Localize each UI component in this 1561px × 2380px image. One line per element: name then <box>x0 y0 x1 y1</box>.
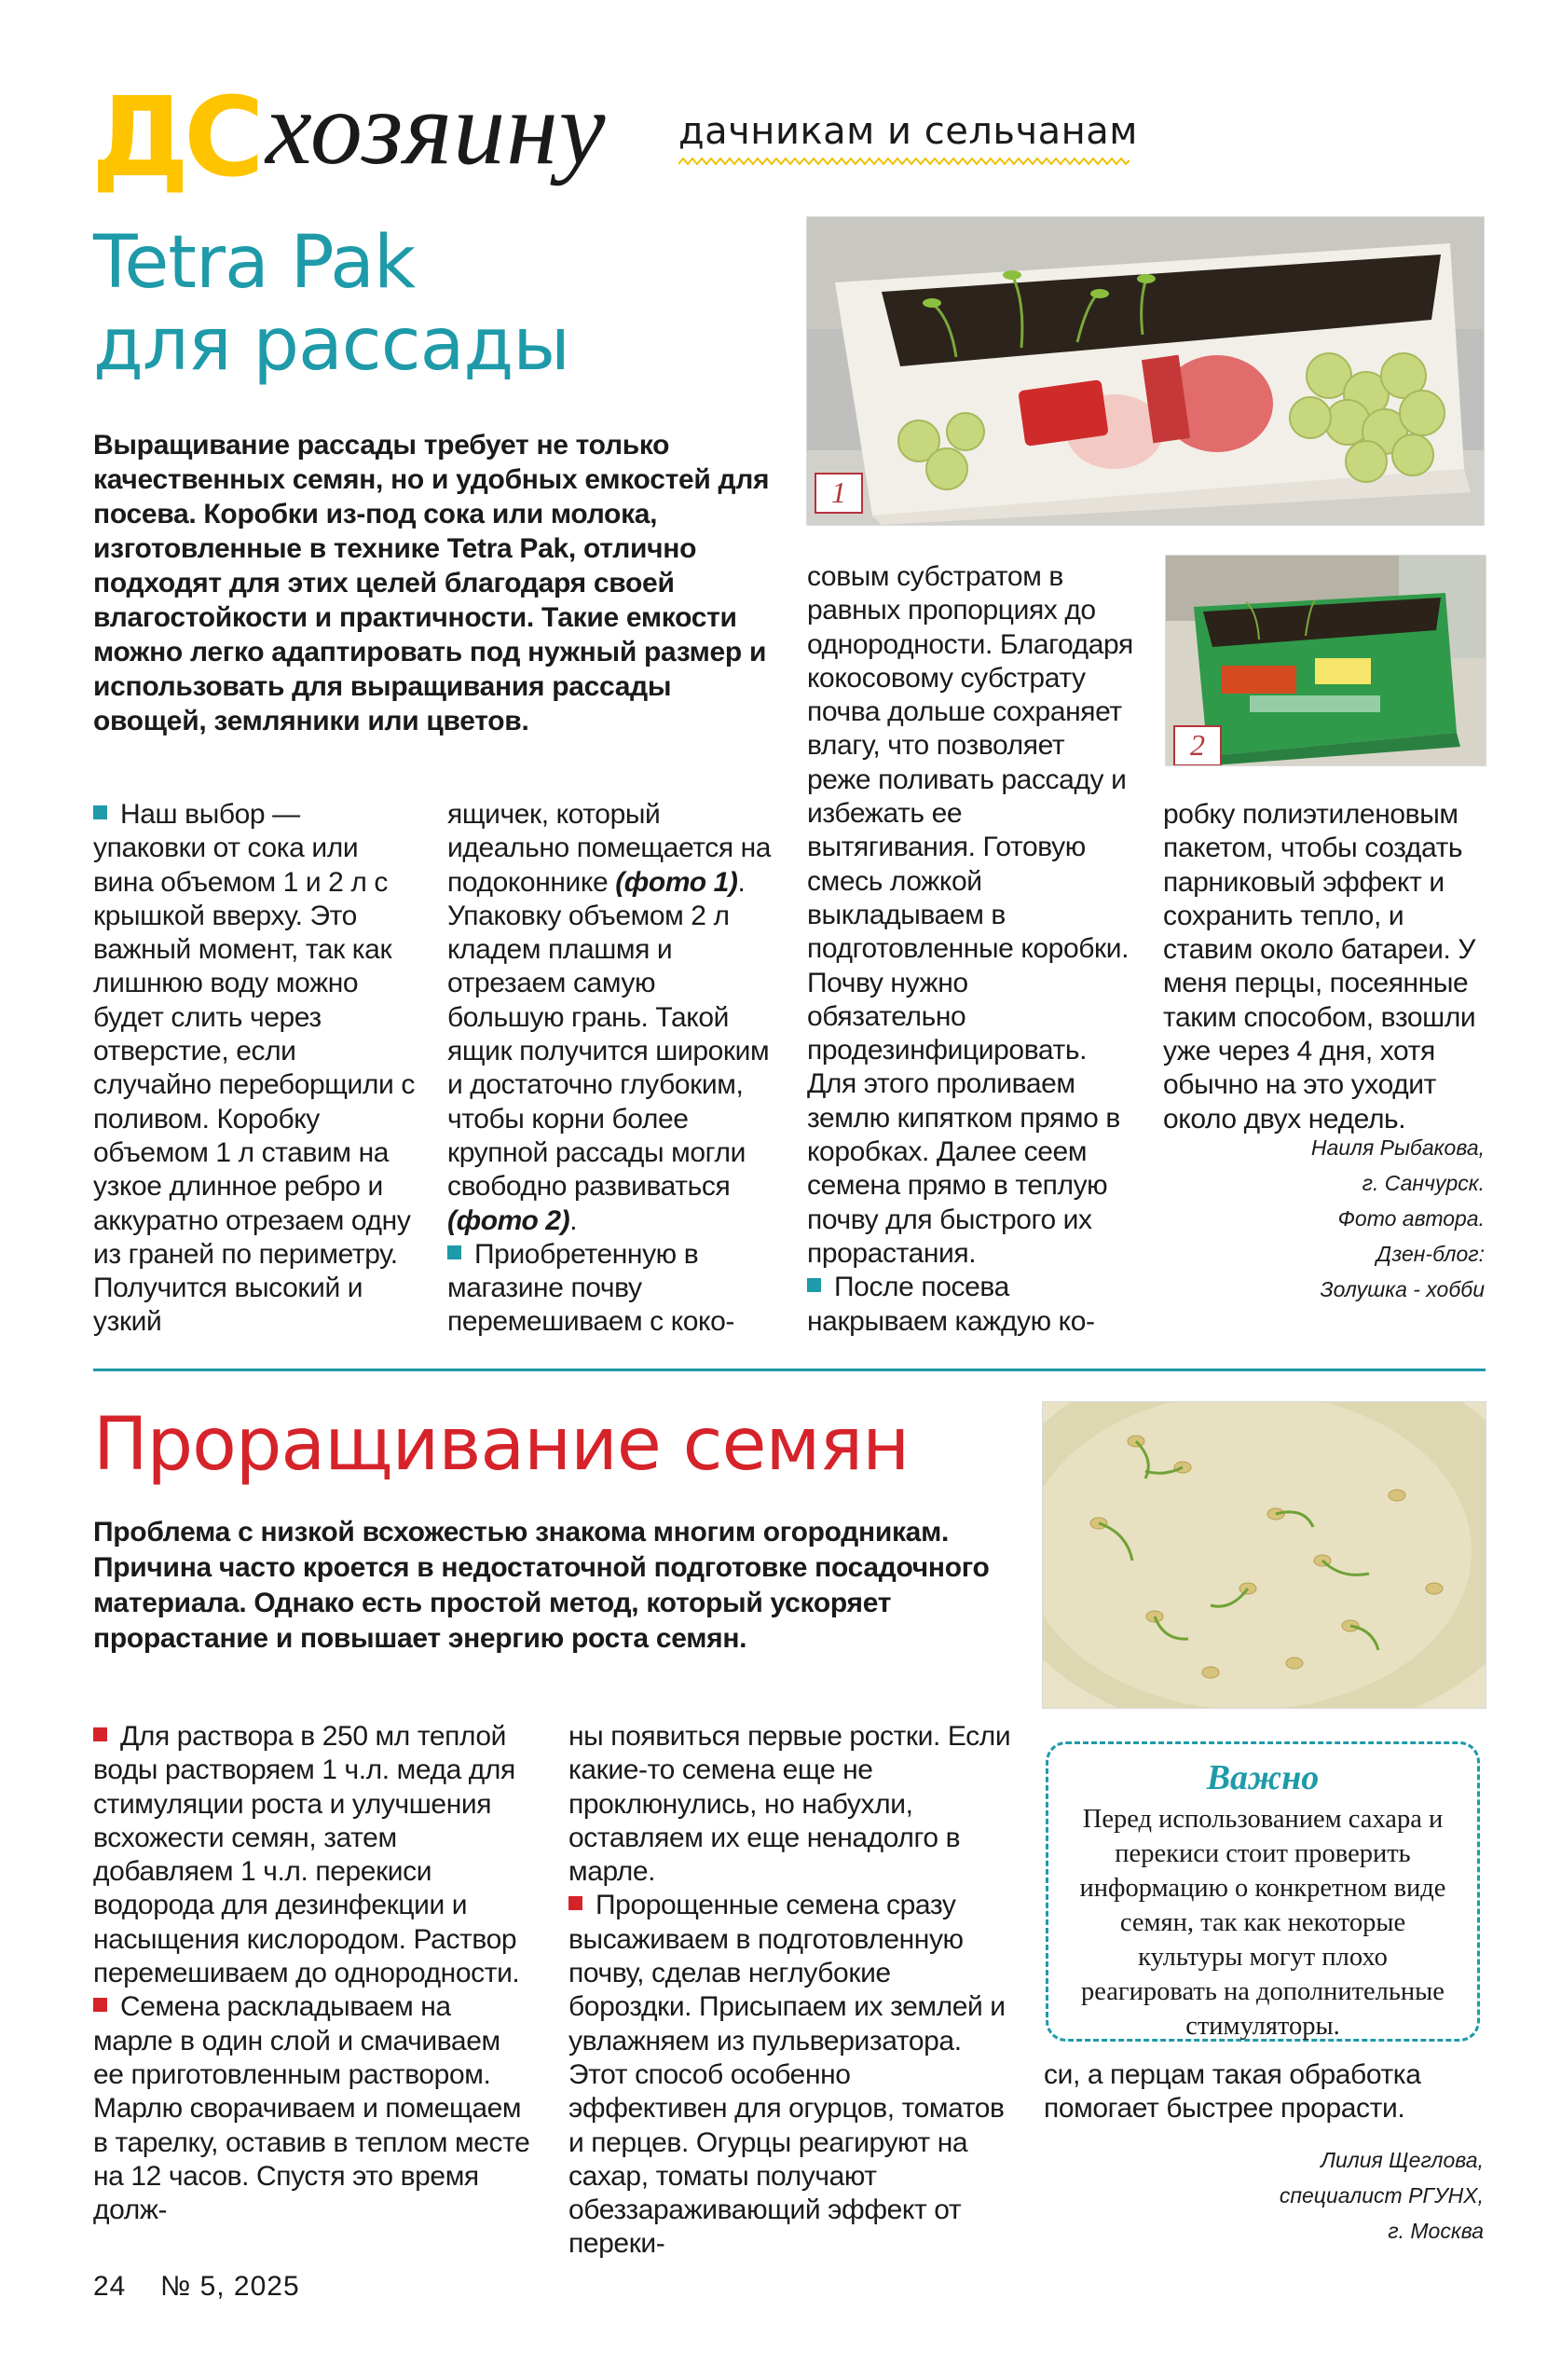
section-subtitle: дачникам и сельчанам <box>678 110 1138 153</box>
article1-title: Tetra Pak для рассады <box>93 221 569 387</box>
photo-2-ref: (фото 2) <box>447 1204 570 1236</box>
zigzag-divider <box>678 157 1130 166</box>
article2-title: Проращивание семян <box>93 1403 910 1487</box>
article1-col1: Наш выбор — упаковки от сока или вина объемом 1 и 2 л с крышкой вверху. Это важный момент, так как лишнюю воду можно будет слить через отверстие, если случайно переборщили с поливом. Коробку объемом 1 л ставим на узкое длинное ребро и аккуратно отрезаем одну из граней по периметру. Получится высокий и узкий <box>93 798 418 1340</box>
photo-seeds <box>1042 1401 1486 1709</box>
photo-2 <box>1165 555 1486 766</box>
article1-col3: совым субстратом в равных пропорциях до однородности. Благодаря кокосовому субстрату почва дольше сохраняет влагу, что позволяет реже поливать рассаду и избежать ее вытягивания. Готовую смесь ложкой выкладываем в подготовленные коробки. Почву нужно обязательно продезинфицировать. Для этого проливаем землю кипятком прямо в коробках. Далее сеем семена прямо в теплую почву для быстрого их прорастания. После посева накрываем каждую ко- <box>807 560 1133 1339</box>
article2-lead: Проблема с низкой всхожестью знакома многим огородникам. Причина часто кроется в недостаточной подготовке посадочного материала. Однако есть простой метод, который ускоряет прорастание и повышает энергию роста семян. <box>93 1517 990 1654</box>
important-title: Важно <box>1206 1758 1320 1797</box>
photo-2-number: 2 <box>1173 725 1222 766</box>
photo-1 <box>806 216 1485 526</box>
article1-col2: ящичек, который идеально помещается на подоконнике (фото 1). Упаковку объемом 2 л кладем плашмя и отрезаем самую большую грань. Такой ящик получится широким и достаточно глубоким, чтобы корни более крупной рассады могли свободно развиваться (фото 2). Приобретенную в магазине почву перемешиваем с коко- <box>447 798 772 1340</box>
article2-col2: ны появиться первые ростки. Если какие-то семена еще не проклюнулись, но набухли, оставляем их еще ненадолго в марле. Пророщенные семена сразу высаживаем в подготовленную почву, сделав неглубокие бороздки. Присыпаем их землей и увлажняем из пульверизатора. Этот способ особенно эффективен для огурцов, томатов и перцев. Огурцы реагируют на сахар, томаты получают обеззараживающий эффект от переки- <box>568 1720 1011 2262</box>
issue-number: № 5, 2025 <box>160 2271 300 2302</box>
photo-1-number: 1 <box>815 473 863 514</box>
article1-col4: робку полиэтиленовым пакетом, чтобы создать парниковый эффект и сохранить тепло, и ставим около батареи. У меня перцы, посеянные таким способом, взошли уже через 4 дня, хотя обычно на это уходит около двух недель. <box>1163 799 1476 1135</box>
logo: ДС <box>91 73 259 201</box>
article2-col1: Для раствора в 250 мл теплой воды растворяем 1 ч.л. меда для стимуляции роста и улучшения всхожести семян, затем добавляем 1 ч.л. перекиси водорода для дезинфекции и насыщения кислородом. Раствор перемешиваем до однородности. Семена раскладываем на марле в один слой и смачиваем ее приготовленным раствором. Марлю сворачиваем и помещаем в тарелку, оставив в теплом месте на 12 часов. Спустя это время долж- <box>93 1720 536 2227</box>
page-number: 24 <box>93 2271 127 2302</box>
article2-col3: си, а перцам такая обработка помогает быстрее прорасти. <box>1044 2059 1421 2125</box>
page-footer <box>93 2271 300 2303</box>
photo-1-ref: (фото 1) <box>615 866 738 898</box>
important-text: Перед использованием сахара и перекиси стоит проверить информацию о конкретном виде семян, так как некоторые культуры могут плохо реагировать на дополнительные стимуляторы. <box>1079 1805 1446 2041</box>
article-divider <box>93 1369 1486 1371</box>
article1-signature: Наиля Рыбакова, г. Санчурск. Фото автора. Дзен-блог: Золушка - хобби <box>1310 1135 1485 1301</box>
section-title: хозяину <box>266 71 607 186</box>
article1-lead: Выращивание рассады требует не только качественных семян, но и удобных емкостей для посева. Коробки из-под сока или молока, изготовленные в технике Tetra Pak, отлично подходят для этих целей благодаря своей влагостойкости и практичности. Такие емкости можно легко адаптировать под нужный размер и использовать для выращивания рассады овощей, земляники или цветов. <box>93 430 770 736</box>
article2-signature: Лилия Щеглова, специалист РГУНХ, г. Москва <box>1279 2148 1484 2243</box>
important-note <box>1046 1741 1480 2042</box>
